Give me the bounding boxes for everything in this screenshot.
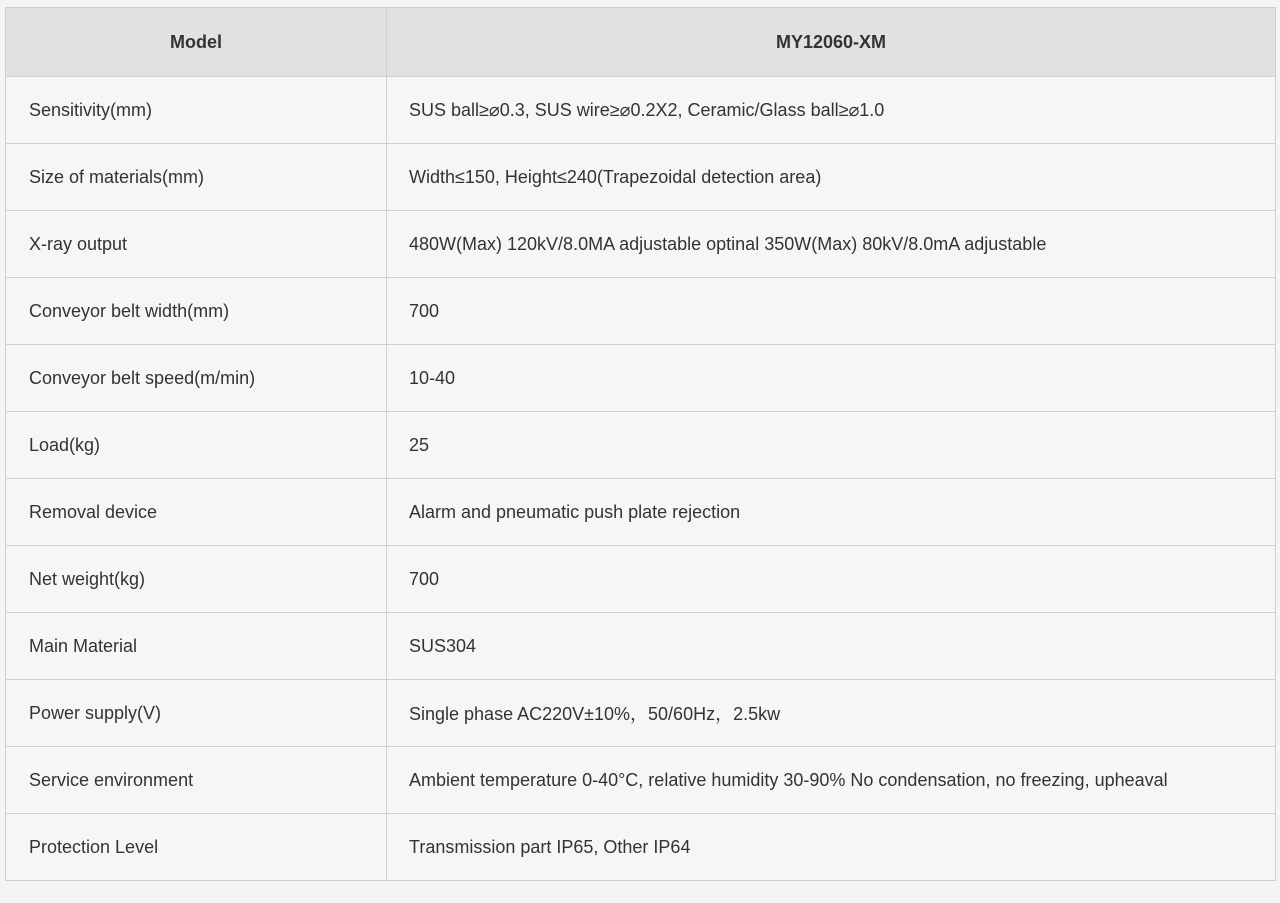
table-row — [6, 345, 1276, 412]
row-label: Size of materials(mm) — [6, 144, 387, 211]
row-label: Service environment — [6, 747, 387, 814]
table-row — [6, 747, 1276, 814]
table-row — [6, 814, 1276, 881]
row-value: Ambient temperature 0-40°C, relative humidity 30-90% No condensation, no freezing, upheaval — [387, 747, 1276, 814]
row-label: Conveyor belt width(mm) — [6, 278, 387, 345]
header-model-value: MY12060-XM — [387, 8, 1276, 77]
header-model-label: Model — [6, 8, 387, 77]
row-value: Alarm and pneumatic push plate rejection — [387, 479, 1276, 546]
table-row — [6, 211, 1276, 278]
row-value: 10-40 — [387, 345, 1276, 412]
table-row — [6, 479, 1276, 546]
row-label: Main Material — [6, 613, 387, 680]
table-row — [6, 546, 1276, 613]
row-value: Single phase AC220V±10%，50/60Hz，2.5kw — [387, 680, 1276, 747]
table-row — [6, 77, 1276, 144]
spec-table-container — [5, 7, 1275, 881]
row-label: X-ray output — [6, 211, 387, 278]
table-row — [6, 278, 1276, 345]
row-value: SUS304 — [387, 613, 1276, 680]
row-value: Transmission part IP65, Other IP64 — [387, 814, 1276, 881]
row-label: Net weight(kg) — [6, 546, 387, 613]
row-label: Protection Level — [6, 814, 387, 881]
table-row — [6, 412, 1276, 479]
row-value: 700 — [387, 278, 1276, 345]
row-value: Width≤150, Height≤240(Trapezoidal detection area) — [387, 144, 1276, 211]
table-row — [6, 144, 1276, 211]
row-label: Conveyor belt speed(m/min) — [6, 345, 387, 412]
row-value: SUS ball≥⌀0.3, SUS wire≥⌀0.2X2, Ceramic/Glass ball≥⌀1.0 — [387, 77, 1276, 144]
row-label: Power supply(V) — [6, 680, 387, 747]
spec-table — [5, 7, 1276, 881]
row-label: Sensitivity(mm) — [6, 77, 387, 144]
row-value: 700 — [387, 546, 1276, 613]
table-header-row — [6, 8, 1276, 77]
row-label: Load(kg) — [6, 412, 387, 479]
table-row — [6, 613, 1276, 680]
row-value: 480W(Max) 120kV/8.0MA adjustable optinal 350W(Max) 80kV/8.0mA adjustable — [387, 211, 1276, 278]
table-row — [6, 680, 1276, 747]
row-value: 25 — [387, 412, 1276, 479]
row-label: Removal device — [6, 479, 387, 546]
